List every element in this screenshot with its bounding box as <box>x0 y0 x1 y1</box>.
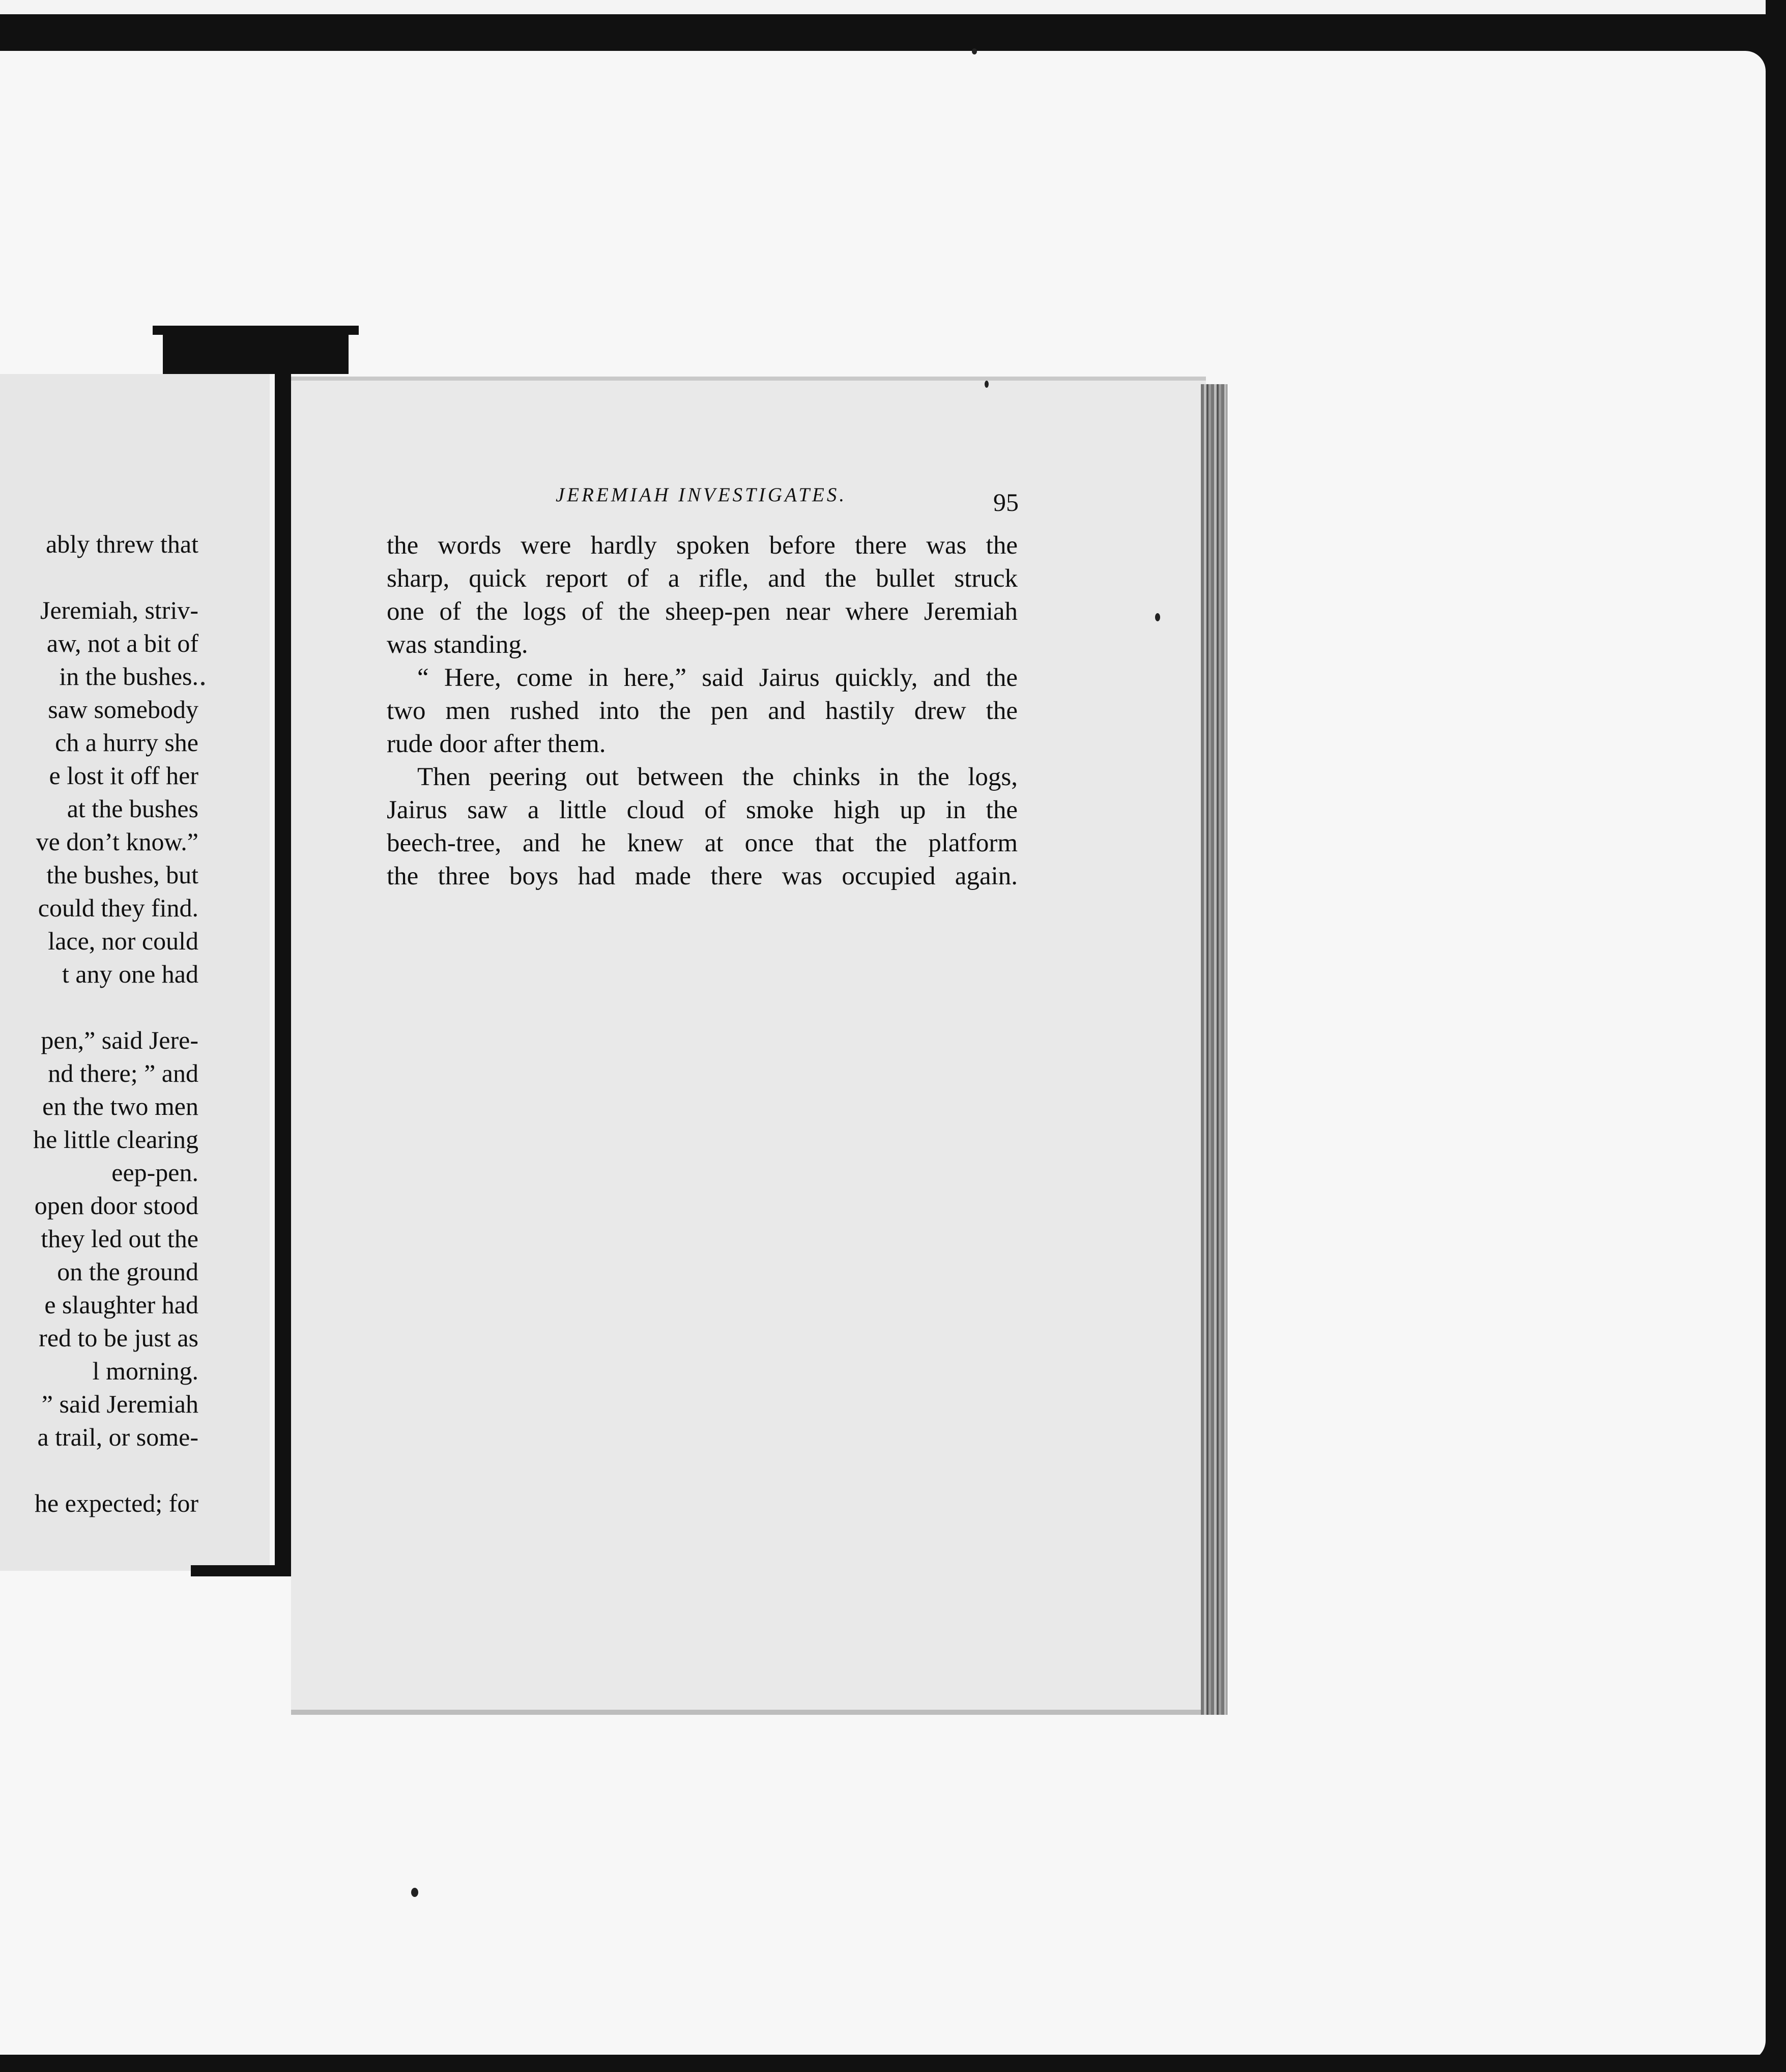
left-page-line: t any one had <box>62 960 198 988</box>
left-page <box>0 374 270 1571</box>
scan-speck <box>972 48 977 54</box>
left-page-line: en the two men <box>42 1092 198 1120</box>
scan-speck <box>1155 613 1160 621</box>
scan-speck <box>411 1888 418 1897</box>
left-page-line: ” said Jeremiah <box>41 1390 198 1418</box>
left-page-line: could they find. <box>38 894 198 922</box>
text-line: Jairus saw a little cloud of smoke high up in the <box>387 796 1018 824</box>
left-page-line: a trail, or some- <box>37 1423 198 1451</box>
text-line: beech-tree, and he knew at once that the platform <box>387 829 1018 857</box>
page-number: 95 <box>993 488 1019 516</box>
left-page-line: they led out the <box>41 1224 198 1253</box>
left-page-line: nd there; ” and <box>48 1059 198 1087</box>
binding-clip-top <box>163 328 349 374</box>
paragraph <box>387 529 1018 661</box>
left-page-line: l morning. <box>92 1357 198 1385</box>
running-head: JEREMIAH INVESTIGATES. <box>556 484 847 506</box>
film-strip-top <box>0 0 1766 14</box>
film-frame-bottom <box>0 2055 1786 2072</box>
left-page-line: pen,” said Jere- <box>41 1026 198 1054</box>
left-page-line: he expected; for <box>34 1489 198 1517</box>
left-page-line: eep-pen. <box>111 1158 198 1187</box>
paragraph <box>387 661 1018 761</box>
text-line: sharp, quick report of a rifle, and the bullet struck <box>387 564 1018 593</box>
left-page-line: aw, not a bit of <box>46 629 198 657</box>
left-page-line: the bushes, but <box>46 860 198 889</box>
book-gutter <box>275 374 291 1575</box>
page-edges <box>1201 384 1227 1715</box>
left-page-line: he little clearing <box>33 1125 198 1154</box>
text-line: the three boys had made there was occupied again. <box>387 862 1018 890</box>
left-page-line: Jeremiah, striv- <box>40 596 198 624</box>
left-page-line: ve don’t know.” <box>36 827 198 856</box>
text-line: “ Here, come in here,” said Jairus quickly, and the <box>417 664 1018 692</box>
text-line: rude door after them. <box>387 730 606 758</box>
left-page-line: in the bushes. <box>59 662 198 690</box>
text-line: was standing. <box>387 630 528 659</box>
text-line: two men rushed into the pen and hastily drew the <box>387 697 1018 725</box>
left-page-line: lace, nor could <box>48 927 198 955</box>
left-page-line: open door stood <box>34 1191 198 1220</box>
text-line: Then peering out between the chinks in the logs, <box>417 763 1018 791</box>
body-text <box>387 529 1018 893</box>
left-page-line: ch a hurry she <box>55 728 198 757</box>
left-page-line: ably threw that <box>46 530 198 558</box>
text-line: one of the logs of the sheep-pen near where Jeremiah <box>387 597 1018 626</box>
scan-speck <box>985 381 989 388</box>
left-page-line: e lost it off her <box>49 761 198 790</box>
left-page-line: saw somebody <box>48 695 198 724</box>
paragraph <box>387 761 1018 893</box>
left-page-line: at the bushes <box>67 794 198 823</box>
left-page-line: red to be just as <box>39 1323 198 1352</box>
scan-speck <box>201 682 205 685</box>
left-page-line: e slaughter had <box>44 1290 198 1319</box>
left-page-line: on the ground <box>57 1257 198 1286</box>
text-line: the words were hardly spoken before there was the <box>387 531 1018 560</box>
